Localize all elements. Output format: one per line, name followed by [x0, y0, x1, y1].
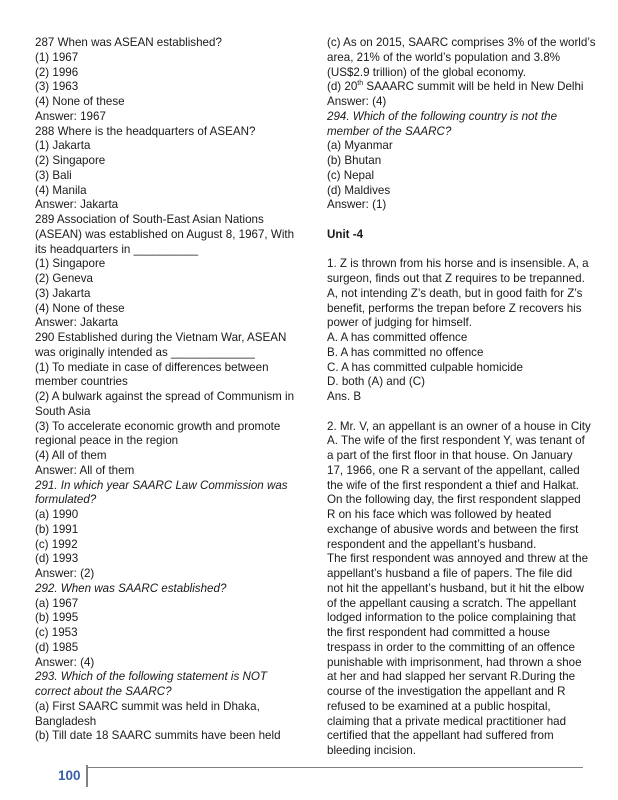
text-line: (d) 1993 — [35, 552, 79, 566]
text-line: The first respondent was annoyed and threw at the — [327, 552, 589, 566]
text-line: (ASEAN) was established on August 8, 1967, With — [35, 227, 295, 241]
text-line: Answer: (2) — [35, 567, 95, 580]
text-line: member of the SAARC? — [327, 124, 452, 138]
text-line: (d) Maldives — [327, 183, 391, 197]
text-line: (c) 1992 — [35, 537, 78, 551]
text-line: the wife of the first respondent a thief and Halkat. — [327, 478, 579, 492]
text-line: R on his face which was followed by heated — [327, 508, 552, 521]
text-line: formulated? — [35, 493, 97, 507]
text-line: (b) Bhutan — [327, 154, 382, 167]
text-line: area, 21% of the world’s population and 3.8% — [327, 50, 561, 64]
text-line: (c) 1953 — [35, 626, 78, 639]
text-line: B. A has committed no offence — [327, 345, 484, 359]
text-line: bleeding incision. — [327, 744, 416, 757]
text-line: (1) To mediate in case of differences between — [35, 360, 269, 374]
blank-line — [327, 213, 587, 228]
text-line: 288 Where is the headquarters of ASEAN? — [35, 124, 256, 138]
text-line: certified that the appellant had suffered from — [327, 729, 554, 743]
text-line: Bangladesh — [35, 714, 97, 728]
text-line: appellant’s husband a file of papers. The file did — [327, 567, 573, 580]
text-line: (1) Singapore — [35, 257, 106, 271]
text-line: correct about the SAARC? — [35, 685, 172, 698]
text-line: (2) A bulwark against the spread of Communism in — [35, 390, 295, 403]
text-line: Ans. B — [327, 390, 362, 403]
text-line: (a) Myanmar — [327, 139, 393, 153]
text-line: not hit the appellant’s husband, but it hit the elbow — [327, 581, 584, 595]
text-line: A, not intending Z’s death, but in good faith for Z’s — [327, 286, 583, 300]
text-line: 290 Established during the Vietnam War, ASEAN — [35, 331, 287, 344]
text-line: (1) 1967 — [35, 50, 79, 64]
left-column — [35, 36, 297, 744]
text-line: Answer: (1) — [327, 198, 387, 212]
text-line: 293. Which of the following statement is NOT — [35, 670, 267, 684]
text-line: (b) 1995 — [35, 611, 79, 625]
footer-rule — [86, 767, 583, 768]
text-line: (3) To accelerate economic growth and promote — [35, 419, 281, 433]
text-line: respondent and the appellant’s husband. — [327, 537, 537, 551]
text-line: 291. In which year SAARC Law Commission was — [35, 478, 288, 492]
text-line: (4) Manila — [35, 183, 87, 197]
text-line: its headquarters in __________ — [35, 242, 199, 256]
text-line: (d) 20th SAAARC summit will be held in New Delhi — [327, 80, 584, 94]
text-line: 1. Z is thrown from his horse and is insensible. A, a — [327, 257, 589, 271]
text-line: On the following day, the first respondent slapped — [327, 493, 581, 507]
text-line: (2) Geneva — [35, 272, 93, 285]
section-heading: Unit -4 — [327, 227, 364, 241]
text-line: (4) All of them — [35, 449, 107, 462]
text-line: South Asia — [35, 404, 91, 418]
text-line: surgeon, finds out that Z requires to be trepanned. — [327, 272, 585, 285]
text-line: 289 Association of South-East Asian Nations — [35, 213, 264, 226]
text-line: (3) 1963 — [35, 80, 79, 94]
text-line: punishable with imprisonment, had thrown a shoe — [327, 655, 582, 669]
text-line: (3) Jakarta — [35, 286, 91, 300]
text-line: benefit, performs the trepan before Z recovers his — [327, 301, 582, 315]
text-line: Answer: All of them — [35, 463, 135, 477]
text-line: a part of the first floor in that house. On January — [327, 449, 573, 462]
text-line: Answer: Jakarta — [35, 198, 119, 212]
text-line: trespass in order to the committing of an offence — [327, 640, 575, 654]
text-line: claiming that a private medical practitioner had — [327, 714, 567, 728]
text-line: Answer: (4) — [35, 655, 95, 669]
text-line: (d) 1985 — [35, 640, 79, 654]
text-line: 17, 1966, one R a servant of the appellant, called — [327, 463, 580, 477]
right-column — [327, 36, 596, 759]
text-line: (1) Jakarta — [35, 139, 91, 153]
text-line: was originally intended as _____________ — [35, 345, 255, 359]
text-line: Answer: Jakarta — [35, 316, 119, 330]
text-line: A. A has committed offence — [327, 331, 468, 344]
blank-line — [327, 405, 587, 420]
text-line: (c) As on 2015, SAARC comprises 3% of the world’s — [327, 36, 596, 49]
text-line: at her and had slapped her servant R.During the — [327, 670, 576, 684]
text-line: (4) None of these — [35, 95, 125, 108]
text-line: (2) 1996 — [35, 65, 79, 79]
text-line: (4) None of these — [35, 301, 125, 315]
text-line: D. both (A) and (C) — [327, 375, 425, 389]
footer-divider-vertical — [86, 765, 88, 787]
text-line: 294. Which of the following country is not the — [327, 109, 558, 123]
text-line: Answer: (4) — [327, 95, 387, 108]
text-line: of the appellant causing a scratch. The appellant — [327, 596, 577, 610]
text-line: regional peace in the region — [35, 434, 179, 448]
text-line: lodged information to the police complaining that — [327, 611, 576, 625]
text-line: (b) 1991 — [35, 522, 79, 536]
text-line: exchange of abusive words and between the first — [327, 522, 579, 536]
text-line: 292. When was SAARC established? — [35, 581, 227, 595]
text-line: (a) 1990 — [35, 508, 79, 521]
text-line: course of the investigation the appellant and R — [327, 685, 566, 698]
text-line: (US$2.9 trillion) of the global economy. — [327, 65, 526, 79]
text-line: 2. Mr. V, an appellant is an owner of a house in City — [327, 419, 591, 433]
text-line: (3) Bali — [35, 168, 72, 182]
text-line: the first respondent had committed a house — [327, 626, 550, 639]
text-line: A. The wife of the first respondent Y, was tenant of — [327, 434, 585, 448]
text-line: (a) 1967 — [35, 596, 79, 610]
text-line: C. A has committed culpable homicide — [327, 360, 523, 374]
page-number: 100 — [58, 768, 81, 783]
text-line: (c) Nepal — [327, 168, 375, 182]
text-line: Answer: 1967 — [35, 109, 106, 123]
text-line: member countries — [35, 375, 128, 389]
text-line: (a) First SAARC summit was held in Dhaka, — [35, 699, 260, 713]
text-line: (2) Singapore — [35, 154, 106, 167]
text-line: (b) Till date 18 SAARC summits have been held — [35, 729, 281, 743]
blank-line — [327, 243, 587, 258]
text-line: refused to be examined at a public hospital, — [327, 699, 551, 713]
text-line: 287 When was ASEAN established? — [35, 36, 222, 49]
text-line: power of judging for himself. — [327, 316, 472, 330]
